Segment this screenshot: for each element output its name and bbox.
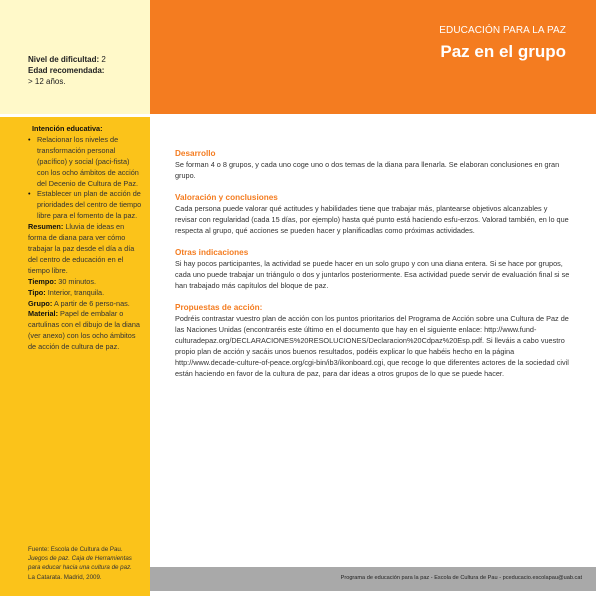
intent-list (28, 135, 142, 222)
tiempo-label: Tiempo: (28, 276, 57, 286)
section-text: Si hay pocos participantes, la actividad se puede hacer en un solo grupo y con una diana entera. Si se hace por grupos, cada uno puede trabajar un triángulo o dos y juntarlos posteriormente. Esa actividad puede servir de evaluación final si se han trabajado más capítulos del bloque de paz. (175, 259, 570, 290)
grupo-label: Grupo: (28, 298, 53, 308)
divider (0, 114, 150, 117)
resumen-block (28, 222, 142, 277)
source-line: Fuente: Escola de Cultura de Pau. (28, 546, 123, 553)
tiempo-block (28, 277, 142, 288)
source-book-title: Juegos de paz. Caja de Herramientas para educar hacia una cultura de paz. (28, 555, 132, 572)
source-publisher: La Catarata. Madrid, 2009. (28, 573, 102, 581)
section-heading: Propuestas de acción: (175, 303, 263, 312)
tiempo-text: 30 minutos. (58, 276, 97, 286)
grupo-text: A partir de 6 perso-nas. (53, 298, 130, 308)
tipo-text: Interior, tranquila. (47, 287, 105, 297)
material-text: Papel de embalar o cartulinas con el dibujo de la diana (ver anexo) con los ocho ámbitos de acción de cultura de paz. (28, 309, 140, 352)
activity-meta (28, 54, 106, 87)
difficulty-label: Nivel de dificultad: (28, 55, 100, 64)
section-text: Se forman 4 o 8 grupos, y cada uno coge uno o dos temas de la diana para llenarla. Se elaboran conclusiones en gran grupo. (175, 160, 560, 180)
material-block (28, 309, 142, 353)
resumen-label: Resumen: (28, 222, 64, 232)
intent-heading: Intención educativa: (32, 124, 103, 133)
age-label: Edad recomendada: (28, 66, 105, 75)
section-heading: Otras indicaciones (175, 248, 249, 257)
series-label: EDUCACIÓN PARA LA PAZ (439, 25, 566, 36)
section-heading: Valoración y conclusiones (175, 193, 278, 202)
sidebar-content (28, 124, 142, 353)
section-text: Podréis contrastar vuestro plan de acción con los puntos prioritarios del Programa de Acción sobre una Cultura de Paz de las Naciones Unidas (encontraréis este último en el documento que hay en el siguiente enlace: http://www.fund-culturadepaz.org/DECLARACIONES%20RESOLUCIONES/Declaracion%20Cdpaz%20Esp.pdf. Si lleváis a cabo vuestro propio plan de acción y sacáis unos buenos resultados, podéis explicar lo que habéis hecho en la página http://www.decade-culture-of-peace.org/cgi-bin/ib3/ikonboard.cgi, que recoge lo que diferentes actores de la sociedad civil están haciendo en favor de la cultura de paz, para dar ideas a otros grupos de lo que se puede hacer. (175, 314, 569, 378)
footer-text: Programa de educación para la paz - Escola de Cultura de Pau - pceducacio.escolapau@uab.cat (340, 575, 582, 581)
material-label: Material: (28, 309, 59, 319)
tipo-label: Tipo: (28, 287, 46, 297)
section-text: Cada persona puede valorar qué actitudes y habilidades tiene que trabajar más, plantearse objetivos alcanzables y revisar con regularidad (cada 15 días, por ejemplo) hasta qué punto está haciendo esfu-erzos. Valorad también, en lo que respecta al grupo, qué acciones se pueden hacer y planificadlas como próximas actividades. (175, 204, 569, 235)
page-title: Paz en el grupo (440, 42, 566, 61)
grupo-block (28, 299, 142, 310)
resumen-text: Lluvia de ideas en forma de diana para ver cómo trabajar la paz desde el día a día del centro de educación en el tiempo libre. (28, 222, 135, 275)
age-value: > 12 años. (28, 77, 66, 86)
section-heading: Desarrollo (175, 149, 216, 158)
tipo-block (28, 288, 142, 299)
intent-item: • Establecer un plan de acción de prioridades del centro de tiempo libre para el fomento de la paz. (28, 189, 142, 222)
main-content (175, 148, 570, 390)
intent-item: • Relacionar los niveles de transformación personal (pacífico) y social (paci-fista) con los ocho ámbitos de acción del Decenio de Cultura de Paz. (28, 135, 142, 190)
source-citation (28, 545, 144, 582)
difficulty-value: 2 (101, 55, 106, 64)
